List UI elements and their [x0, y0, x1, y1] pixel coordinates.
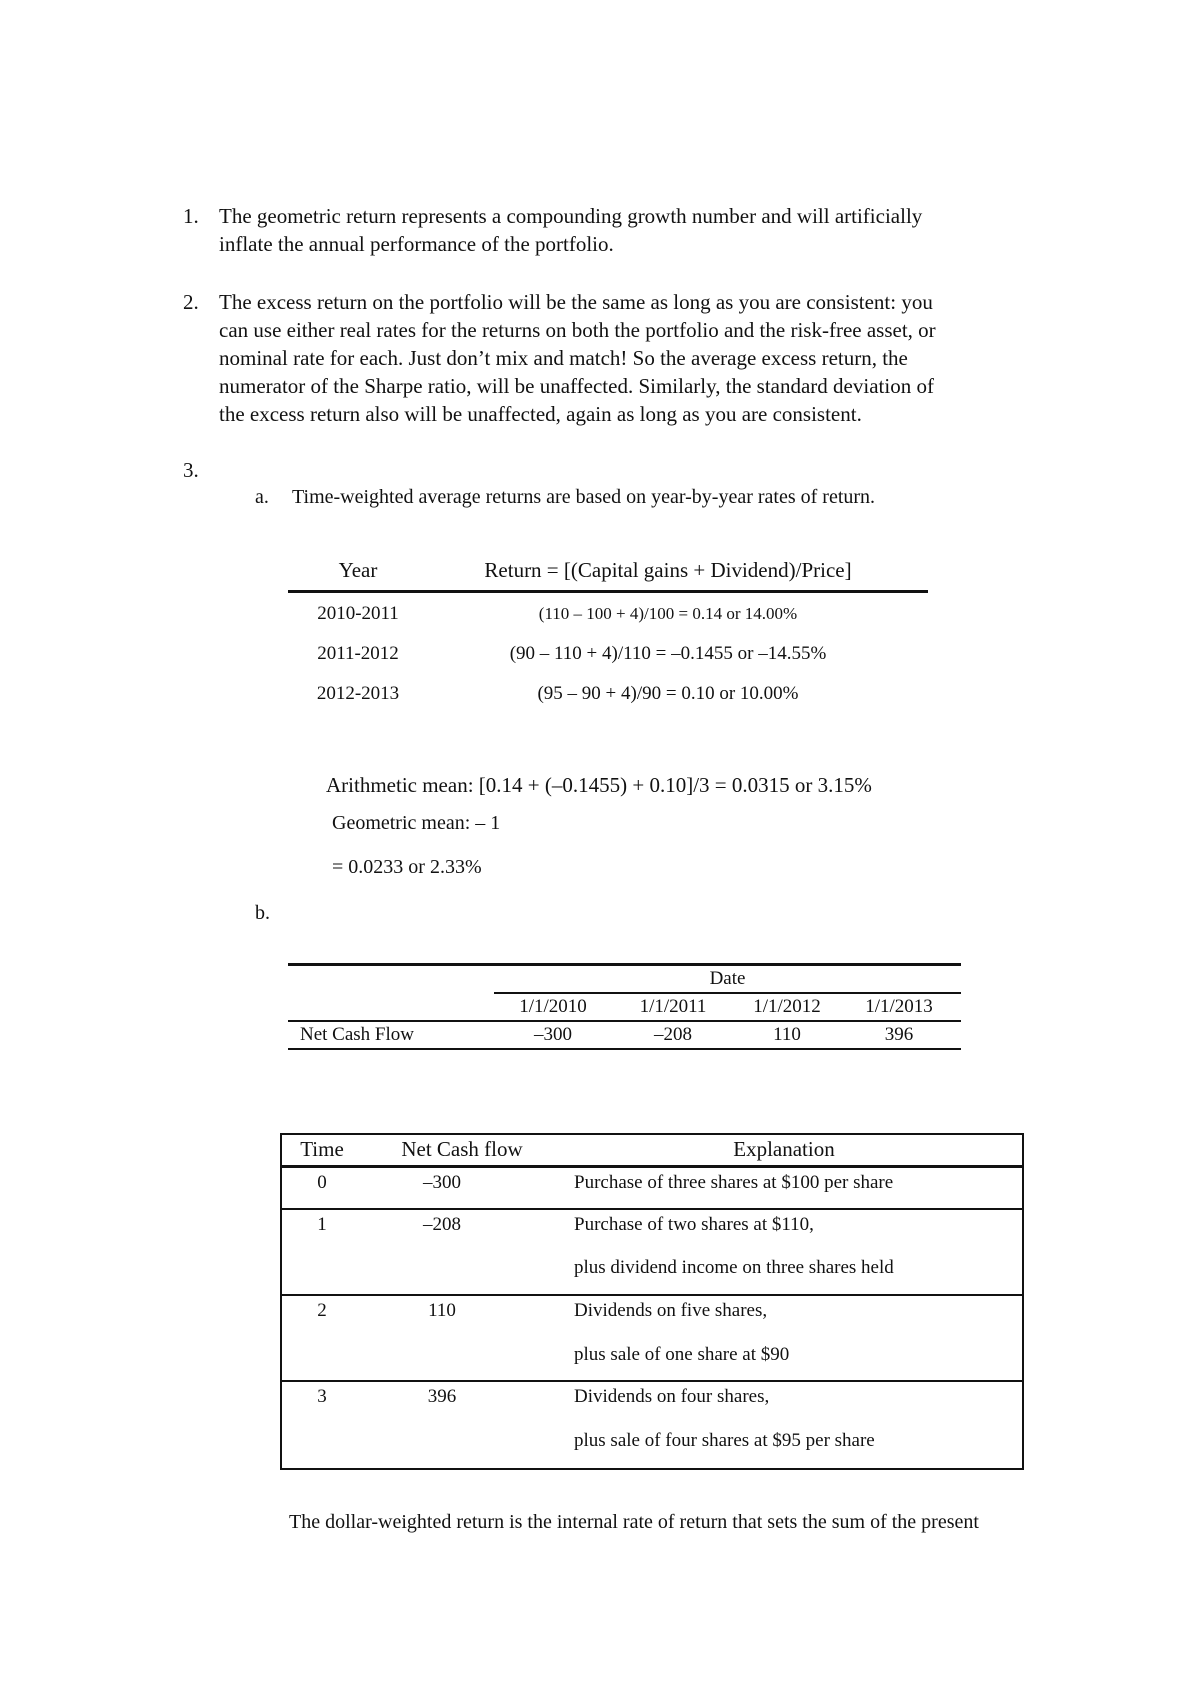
row-return: (110 – 100 + 4)/100 = 0.14 or 14.00% — [538, 604, 798, 623]
q1-line: The geometric return represents a compounding growth number and will artificially — [219, 204, 923, 228]
row-return: (95 – 90 + 4)/90 = 0.10 or 10.00% — [537, 683, 799, 704]
row-time: 2 — [317, 1300, 327, 1321]
geometric-result: = 0.0233 or 2.33% — [332, 856, 482, 878]
row-year: 2010-2011 — [317, 603, 399, 624]
net-cash-flow-row — [288, 1022, 961, 1048]
q2-line: the excess return also will be unaffected, again as long as you are consistent. — [219, 402, 862, 426]
returns-table — [288, 548, 928, 713]
table-row — [288, 633, 928, 673]
q3b-label: b. — [255, 902, 270, 924]
value-cell: –208 — [654, 1024, 692, 1045]
header-net-cash-flow: Net Cash flow — [401, 1137, 523, 1161]
row-explanation: Dividends on five shares, — [574, 1300, 768, 1321]
date-cell: 1/1/2011 — [639, 996, 707, 1017]
table-row — [282, 1168, 1022, 1210]
header-explanation: Explanation — [733, 1137, 835, 1161]
table-row — [282, 1382, 1022, 1468]
cash-flow-date-table — [288, 963, 961, 1050]
row-time: 0 — [317, 1172, 327, 1193]
row-explanation: plus sale of one share at $90 — [574, 1344, 790, 1365]
arithmetic-mean: Arithmetic mean: [0.14 + (–0.1455) + 0.10]/3 = 0.0315 or 3.15% — [326, 773, 872, 797]
header-time: Time — [300, 1137, 344, 1161]
dates-row — [288, 994, 961, 1020]
row-explanation: Purchase of three shares at $100 per share — [574, 1172, 894, 1193]
header-return: Return = [(Capital gains + Dividend)/Price] — [484, 558, 852, 582]
row-flow: 110 — [428, 1300, 456, 1321]
q3a-text: Time-weighted average returns are based on year-by-year rates of return. — [292, 486, 876, 508]
date-group-header: Date — [709, 968, 746, 989]
row-flow: –208 — [423, 1214, 461, 1235]
q3a-label: a. — [255, 486, 269, 508]
date-cell: 1/1/2013 — [865, 996, 933, 1017]
explanation-table — [280, 1133, 1024, 1470]
q2-line: can use either real rates for the returns on both the portfolio and the risk-free asset, or — [219, 318, 936, 342]
row-explanation: plus sale of four shares at $95 per share — [574, 1430, 875, 1451]
table-row — [288, 593, 928, 633]
row-explanation: Purchase of two shares at $110, — [574, 1214, 814, 1235]
date-cell: 1/1/2010 — [519, 996, 587, 1017]
row-flow: 396 — [427, 1386, 457, 1407]
q2-text — [219, 288, 936, 428]
table-row — [282, 1210, 1022, 1296]
table-row — [288, 673, 928, 713]
q2-line: The excess return on the portfolio will be the same as long as you are consistent: you — [219, 290, 933, 314]
row-year: 2012-2013 — [316, 683, 400, 704]
q1-number: 1. — [183, 204, 199, 228]
row-flow: –300 — [423, 1172, 461, 1193]
q1-text — [219, 202, 922, 258]
row-label: Net Cash Flow — [300, 1024, 414, 1045]
row-time: 1 — [317, 1214, 327, 1235]
closing-text: The dollar-weighted return is the internal rate of return that sets the sum of the present — [289, 1511, 979, 1533]
q2-line: numerator of the Sharpe ratio, will be unaffected. Similarly, the standard deviation of — [219, 374, 934, 398]
q2-line: nominal rate for each. Just don’t mix and match! So the average excess return, the — [219, 346, 908, 370]
row-explanation: plus dividend income on three shares held — [574, 1257, 894, 1278]
row-time: 3 — [317, 1386, 327, 1407]
q2-number: 2. — [183, 290, 199, 314]
date-group-row — [288, 966, 961, 992]
header-year: Year — [338, 558, 378, 582]
q1-line: inflate the annual performance of the portfolio. — [219, 232, 614, 256]
q3-number: 3. — [183, 458, 199, 482]
value-cell: –300 — [534, 1024, 572, 1045]
geometric-mean: Geometric mean: – 1 — [332, 812, 501, 834]
date-cell: 1/1/2012 — [753, 996, 821, 1017]
value-cell: 110 — [773, 1024, 801, 1045]
returns-table-header — [288, 548, 928, 593]
value-cell: 396 — [884, 1024, 914, 1045]
row-year: 2011-2012 — [317, 643, 399, 664]
explanation-table-header — [282, 1135, 1022, 1168]
row-explanation: Dividends on four shares, — [574, 1386, 770, 1407]
table-row — [282, 1296, 1022, 1382]
row-return: (90 – 110 + 4)/110 = –0.1455 or –14.55% — [509, 643, 827, 664]
